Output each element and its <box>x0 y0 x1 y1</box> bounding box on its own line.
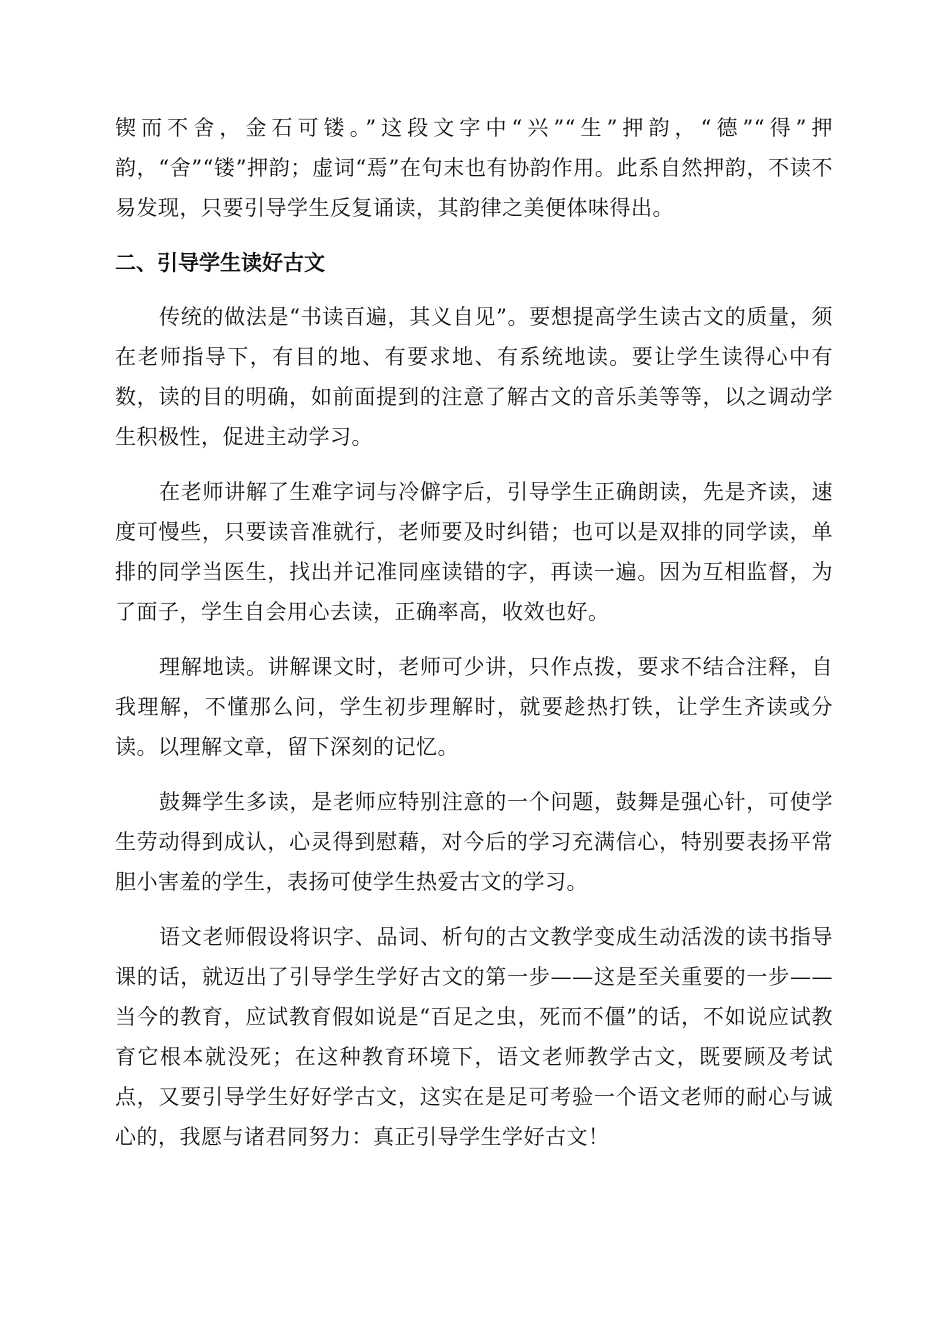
section-heading: 二、引导学生读好古文 <box>115 251 325 275</box>
document-body <box>115 108 833 1172</box>
paragraph-4: 鼓舞学生多读，是老师应特别注意的一个问题，鼓舞是强心针，可使学生劳动得到成认，心灵得到慰藉，对今后的学习充满信心，特别要表扬平常胆小害羞的学生，表扬可使学生热爱古文的学习。 <box>115 790 833 894</box>
paragraph-5: 语文老师假设将识字、品词、析句的古文教学变成生动活泼的读书指导课的话，就迈出了引导学生学好古文的第一步——这是至关重要的一步——当今的教育，应试教育假如说是“百足之虫，死而不僵”的话，不如说应试教育它根本就没死；在这种教育环境下，语文老师教学古文，既要顾及考试点，又要引导学生好好学古文，这实在是足可考验一个语文老师的耐心与诚心的，我愿与诸君同努力：真正引导学生学好古文！ <box>115 925 833 1149</box>
paragraph-2: 在老师讲解了生难字词与冷僻字后，引导学生正确朗读，先是齐读，速度可慢些，只要读音准就行，老师要及时纠错；也可以是双排的同学读，单排的同学当医生，找出并记准同座读错的字，再读一遍。因为互相监督，为了面子，学生自会用心去读，正确率高，收效也好。 <box>115 480 833 624</box>
paragraph-3: 理解地读。讲解课文时，老师可少讲，只作点拨，要求不结合注释，自我理解，不懂那么问，学生初步理解时，就要趁热打铁，让学生齐读或分读。以理解文章，留下深刻的记忆。 <box>115 655 833 759</box>
paragraph-continuation: 锲而不舍，金石可镂。”这段文字中“兴”“生”押韵，“德”“得”押韵，“舍”“镂”押韵；虚词“焉”在句末也有协韵作用。此系自然押韵，不读不易发现，只要引导学生反复诵读，其韵律之美便体味得出。 <box>115 116 833 220</box>
paragraph-1: 传统的做法是“书读百遍，其义自见”。要想提高学生读古文的质量，须在老师指导下，有目的地、有要求地、有系统地读。要让学生读得心中有数，读的目的明确，如前面提到的注意了解古文的音乐美等等，以之调动学生积极性，促进主动学习。 <box>115 305 833 449</box>
